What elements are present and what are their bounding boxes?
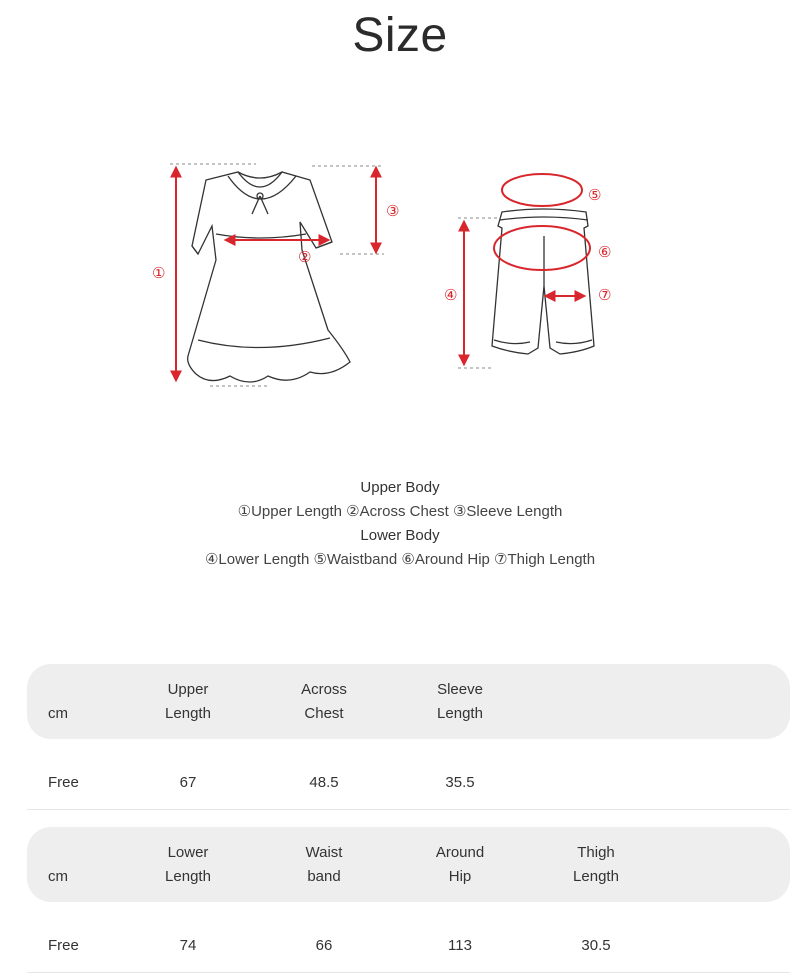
unit-label: cm xyxy=(48,868,68,885)
table-header xyxy=(27,664,790,739)
size-label: Free xyxy=(48,774,79,791)
sleeve-length-value: 35.5 xyxy=(445,774,475,791)
column-header-across-chest: Across Chest xyxy=(301,681,347,722)
mark-5: ⑤ xyxy=(588,186,602,204)
upper-body-items: ①Upper Length ②Across Chest ③Sleeve Length xyxy=(237,503,563,520)
mark-7: ⑦ xyxy=(598,286,612,304)
mark-1: ① xyxy=(152,264,166,282)
table-header xyxy=(27,827,790,902)
column-header-thigh-length: Thigh Length xyxy=(573,844,619,885)
upper-length-value: 67 xyxy=(179,774,197,791)
column-header-lower-length: Lower Length xyxy=(165,844,211,885)
waistband-ellipse xyxy=(502,174,582,206)
around-hip-value: 113 xyxy=(448,937,472,954)
upper-body-heading: Upper Body xyxy=(360,479,440,496)
size-diagram xyxy=(140,150,640,400)
around-hip-ellipse xyxy=(494,226,590,270)
waistband-value: 66 xyxy=(315,937,333,954)
mark-2: ② xyxy=(298,248,312,266)
column-header-upper-length: Upper Length xyxy=(165,681,211,722)
lower-body-items: ④Lower Length ⑤Waistband ⑥Around Hip ⑦Thigh Length xyxy=(204,551,596,568)
unit-label: cm xyxy=(48,705,68,722)
pants-illustration xyxy=(492,209,594,354)
mark-3: ③ xyxy=(386,202,400,220)
column-header-waistband: Waist band xyxy=(305,844,343,885)
across-chest-value: 48.5 xyxy=(309,774,339,791)
mark-4: ④ xyxy=(444,286,458,304)
column-header-around-hip: Around Hip xyxy=(435,844,485,885)
page-title: Size xyxy=(352,9,448,62)
size-label: Free xyxy=(48,937,79,954)
thigh-length-value: 30.5 xyxy=(581,937,611,954)
lower-body-heading: Lower Body xyxy=(360,527,440,544)
mark-6: ⑥ xyxy=(598,243,612,261)
lower-length-value: 74 xyxy=(179,937,197,954)
column-header-sleeve-length: Sleeve Length xyxy=(437,681,483,722)
dress-illustration xyxy=(188,172,350,382)
measurement-legend xyxy=(0,476,800,572)
